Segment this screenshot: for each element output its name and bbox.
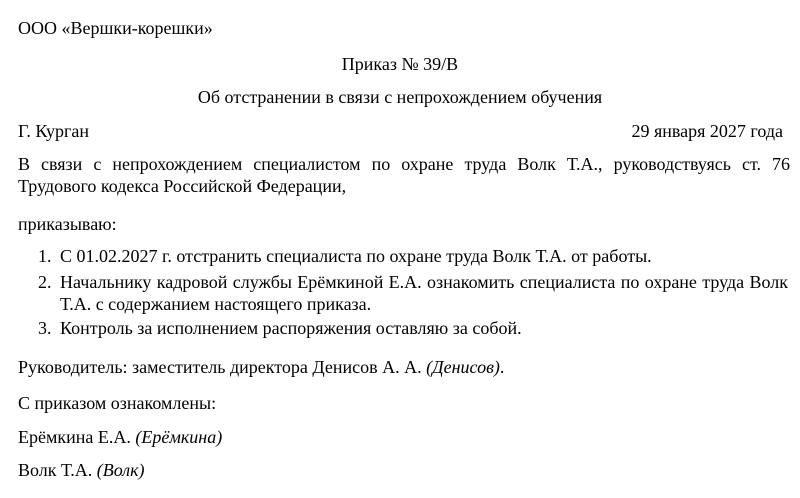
order-item-number: 2. [38, 272, 52, 292]
order-item [38, 245, 788, 267]
order-item-text: С 01.02.2027 г. отстранить специалиста по охране труда Волк Т.А. от работы. [60, 246, 652, 266]
order-items-list [38, 245, 788, 343]
head-signature-line [18, 356, 504, 378]
organization-name: ООО «Вершки-корешки» [18, 18, 213, 38]
order-preamble: В связи с непрохождением специалистом по охране труда Волк Т.А., руководствуясь ст. 76 Трудового кодекса Российской Федерации, [18, 154, 790, 196]
order-item-text: Контроль за исполнением распоряжения оставляю за собой. [60, 318, 522, 338]
order-title: Приказ № 39/В [341, 54, 459, 74]
order-item-number: 3. [38, 318, 52, 338]
acquainted-signature: (Волк) [96, 460, 145, 480]
head-signature: (Денисов) [426, 357, 500, 377]
acquainted-signature: (Ерёмкина) [135, 427, 223, 447]
head-label: Руководитель: заместитель директора Денисов А. А. [18, 357, 422, 377]
acquainted-label: С приказом ознакомлены: [18, 393, 217, 413]
order-date: 29 января 2027 года [631, 121, 783, 141]
head-signature-end: . [499, 357, 505, 377]
order-subject: Об отстранении в связи с непрохождением обучения [197, 87, 603, 107]
order-item [38, 317, 788, 339]
acquainted-name: Волк Т.А. [18, 460, 93, 480]
acquainted-row [18, 426, 222, 448]
order-item [38, 271, 788, 315]
acquainted-row [18, 459, 145, 481]
order-item-number: 1. [38, 246, 52, 266]
acquainted-name: Ерёмкина Е.А. [18, 427, 131, 447]
order-place: Г. Курган [18, 121, 90, 141]
order-word: приказываю: [18, 214, 117, 234]
place-date-row [18, 120, 783, 142]
order-item-text: Начальнику кадровой службы Ерёмкиной Е.А. ознакомить специалиста по охране труда Волк Т.А. с содержанием настоящего приказа. [60, 272, 788, 314]
